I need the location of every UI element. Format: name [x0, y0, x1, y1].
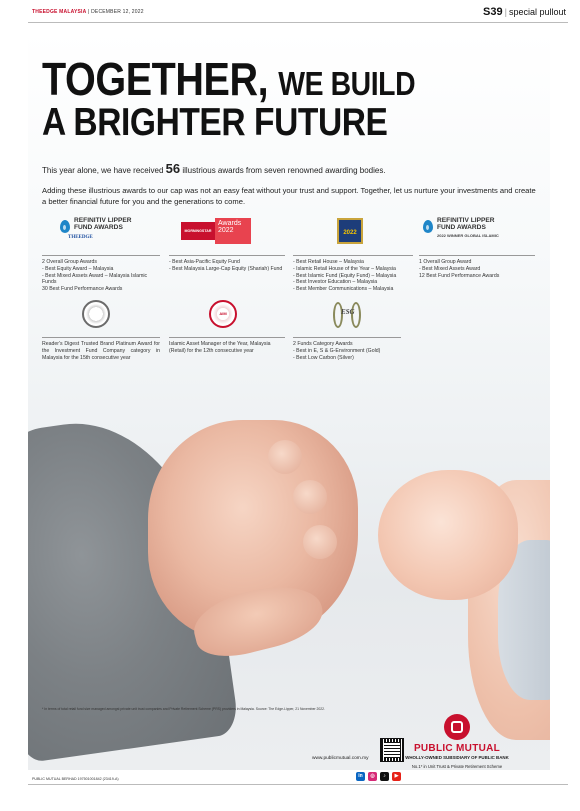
intro-p1-after: illustrious awards from seven renowned awarding bodies. — [182, 166, 386, 175]
morningstar-logo — [169, 218, 285, 252]
award-refinitiv-edge — [42, 218, 160, 293]
award-line: - Best Low Carbon (Silver) — [293, 354, 354, 361]
brand-name: PUBLIC MUTUAL — [413, 743, 501, 754]
drop-icon — [423, 220, 433, 233]
fist-bump-photo — [28, 360, 550, 730]
intro-paragraph-2: Adding these illustrious awards to our cap was not an easy feat without your trust and support. Together, let us nurture your investments and create a better financial future for you and the generations to come. — [42, 185, 536, 206]
headline-line2: A BRIGHTER FUTURE — [42, 100, 388, 144]
public-mutual-logo — [382, 714, 532, 769]
intro-p1-before: This year alone, we have received — [42, 166, 164, 175]
page-indicator: S39 | special pullout — [483, 6, 566, 18]
headline — [42, 53, 416, 144]
masthead-bar — [0, 0, 580, 24]
company-registration: PUBLIC MUTUAL BERHAD 197501001842 (23419-A) — [32, 777, 119, 781]
award-line: Islamic Asset Manager of the Year, Malaysia (Retail) for the 12th consecutive year — [169, 341, 271, 354]
linkedin-icon[interactable]: in — [356, 772, 365, 781]
intro-text — [42, 160, 542, 207]
page-number: S39 — [483, 6, 503, 18]
instagram-icon[interactable]: ◎ — [368, 772, 377, 781]
award-line: - Islamic Retail House of the Year – Malaysia — [293, 265, 396, 272]
award-morningstar — [169, 218, 285, 273]
award-line: Reader's Digest Trusted Brand Platinum Award for the Investment Fund Company category in Malaysia for the 15th consecutive year — [42, 341, 160, 361]
aahm-badge: 2022 — [337, 218, 363, 244]
award-count: 56 — [165, 161, 181, 176]
drop-icon — [60, 220, 70, 233]
award-line: - Best Islamic Fund (Equity Fund) – Malaysia — [293, 272, 397, 279]
trusted-brand-seal-icon — [82, 300, 110, 328]
award-line: - Best Retail House – Malaysia — [293, 259, 364, 265]
award-aim — [169, 300, 285, 355]
footnote: * In terms of total retail fund size managed amongst private unit trust companies and Private Retirement Scheme (PRS) providers in Malaysia. Source: The Edge-Lipper, 21 November 2022. — [42, 707, 326, 711]
laurel-icon — [333, 300, 361, 328]
award-line: - Best Mixed Assets Award – Malaysia Islamic Funds — [42, 272, 148, 286]
award-esg — [293, 300, 401, 361]
brand-subsidiary: WHOLLY-OWNED SUBSIDIARY OF PUBLIC BANK — [405, 755, 509, 760]
refinitiv-title2: FUND AWARDS — [437, 223, 486, 231]
award-line: 30 Best Fund Performance Awards — [42, 286, 123, 292]
publication-date: DECEMBER 12, 2022 — [91, 9, 144, 15]
public-mutual-icon — [444, 714, 470, 740]
award-line: 2 Overall Group Awards — [42, 259, 97, 265]
morningstar-awards-year: Awards 2022 — [215, 218, 251, 244]
award-line: 12 Best Fund Performance Awards — [419, 272, 500, 279]
refinitiv-title: REFINITIV LIPPER — [74, 217, 132, 224]
award-line: - Best Asia-Pacific Equity Fund — [169, 259, 240, 265]
brand-tagline: No.1* in Unit Trust & Private Retirement Scheme — [411, 764, 503, 769]
award-readers-digest — [42, 300, 160, 361]
refinitiv-title2: FUND AWARDS — [74, 223, 123, 231]
aim-logo — [169, 300, 285, 334]
award-line: - Best Malaysia Large-Cap Equity (Shariah) Fund — [169, 265, 283, 272]
award-refinitiv-global-islamic — [419, 218, 535, 279]
esg-mark: ESG — [341, 308, 355, 316]
award-asia-asset-management — [293, 218, 413, 293]
esg-logo — [293, 300, 401, 334]
youtube-icon[interactable]: ▶ — [392, 772, 401, 781]
award-line: - Best Member Communications – Malaysia — [293, 286, 394, 292]
refinitiv-title: REFINITIV LIPPER — [437, 217, 495, 224]
headline-bold: TOGETHER, — [42, 53, 269, 105]
headline-rest: WE BUILD — [278, 65, 416, 102]
bottom-divider — [28, 784, 568, 785]
refinitiv-logo — [42, 218, 160, 252]
award-line: 1 Overall Group Award — [419, 259, 472, 265]
top-divider — [28, 22, 568, 23]
morningstar-wordmark: MORNINGSTAR — [181, 222, 215, 240]
award-line: 2 Funds Category Awards — [293, 341, 353, 347]
trusted-brand-logo — [42, 300, 160, 334]
tiktok-icon[interactable]: ♪ — [380, 772, 389, 781]
website-link[interactable]: www.publicmutual.com.my — [312, 756, 369, 761]
aim-seal-icon: AIM — [209, 300, 237, 328]
refinitiv-logo — [419, 218, 535, 252]
award-line: - Best Equity Award – Malaysia — [42, 265, 114, 272]
aahm-logo — [293, 218, 413, 252]
refinitiv-winner-sub: 2022 WINNER GLOBAL ISLAMIC — [437, 232, 499, 238]
award-line: - Best Investor Education – Malaysia — [293, 279, 378, 286]
award-line: - Best in E, S & G-Environment (Gold) — [293, 347, 381, 354]
advertisement — [28, 30, 550, 770]
award-line: - Best Mixed Assets Award — [419, 265, 481, 272]
intro-paragraph-1 — [42, 160, 542, 179]
baby-fist — [378, 470, 518, 600]
social-links — [356, 772, 401, 781]
publication-name: THEEDGE MALAYSIA — [32, 9, 87, 15]
section-name: special pullout — [508, 7, 566, 17]
publication-dateline: THEEDGE MALAYSIA | DECEMBER 12, 2022 — [32, 9, 144, 15]
the-edge-logo: THEEDGE — [68, 235, 93, 240]
